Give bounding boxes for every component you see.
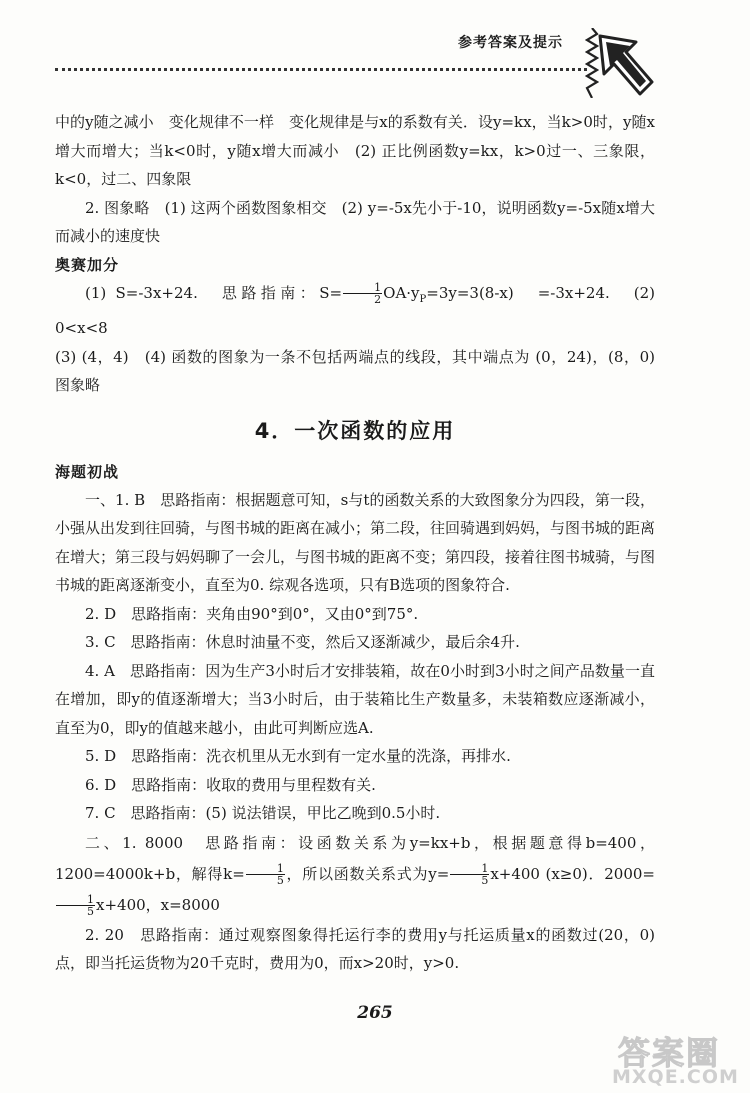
fraction-one-fifth (246, 863, 285, 886)
answer-1-6: 6. D 思路指南：收取的费用与里程数有关. (85, 775, 376, 794)
section-heading-haiti: 海题初战 (55, 462, 120, 481)
fraction-numerator: 1 (246, 863, 285, 875)
chapter-title: 4．一次函数的应用 (254, 418, 456, 443)
answer-1-3: 3. C 思路指南：休息时油量不变，然后又逐渐减少，最后余4升. (85, 633, 520, 651)
page-number: 265 (357, 1003, 393, 1023)
answer-2-1-text-d: x+400，x=8000 (96, 895, 220, 914)
fraction-one-fifth (450, 863, 489, 886)
answer-2-1 (55, 828, 655, 921)
aosai-text-start: (1) S=-3x+24. 思路指南：S= (85, 283, 343, 302)
fraction-denominator: 2 (374, 293, 382, 306)
answer-2-1-text-c: x+400 (x≥0)．2000= (490, 864, 655, 883)
fraction-denominator: 5 (481, 874, 489, 887)
dotted-rule (55, 68, 587, 71)
paragraph-aosai-2: (3) (4，4) (4) 函数的图象为一条不包括两端点的线段，其中端点为 (0，24)，(8，0) 图象略 (55, 347, 671, 394)
paragraph-aosai-1 (55, 279, 655, 343)
page-content (55, 108, 671, 978)
fraction-one-fifth (56, 894, 95, 917)
fraction-numerator: 1 (450, 863, 489, 875)
answer-2-1-text-b: ，所以函数关系式为y= (285, 864, 450, 883)
watermark-logo: 答案圈 (618, 1034, 721, 1072)
fraction-one-half (343, 282, 382, 305)
paragraph-continuation: 中的y随之减小 变化规律不一样 变化规律是与x的系数有关．设y=kx，当k>0时，y随x增大而增大；当k<0时，y随x增大而减小 (2) 正比例函数y=kx，k>0过一、三象限，k<0，过二、四象限 (55, 113, 655, 188)
answer-1-1: 一、1. B 思路指南：根据题意可知，s与t的函数关系的大致图象分为四段，第一段，小强从出发到往回骑，与图书城的距离在减小；第二段，往回骑遇到妈妈，与图书城的距离在增大；第三段与妈妈聊了一会儿，与图书城的距离不变；第四段，接着往图书城骑，与图书城的距离逐渐变小，直至为0. 综观各选项，只有B选项的图象符合. (55, 490, 656, 594)
page-header (0, 0, 750, 110)
aosai-subscript: P (419, 293, 427, 305)
paragraph-graph: 2. 图象略 (1) 这两个函数图象相交 (2) y=-5x先小于-10，说明函数y=-5x随x增大而减小的速度快 (55, 198, 655, 245)
aosai-text-mid: OA·y (383, 283, 420, 302)
answer-2-2: 2. 20 思路指南：通过观察图象得托运行李的费用y与托运质量x的函数过(20，0)点，即当托运货物为20千克时，费用为0，而x>20时，y>0. (55, 925, 655, 972)
section-heading-aosai: 奥赛加分 (55, 255, 120, 274)
answer-2-1-text-a: 二、1. 8000 思路指南：设函数关系为y=kx+b，根据题意得b=400，1200=4000k+b，解得k= (55, 833, 655, 883)
aosai-text-end: =3y=3(8-x) =-3x+24. (2) 0<x<8 (55, 283, 655, 337)
fraction-denominator: 5 (276, 874, 284, 887)
fraction-denominator: 5 (87, 905, 94, 918)
fraction-numerator: 1 (343, 282, 382, 294)
fraction-numerator: 1 (56, 894, 95, 906)
arrow-icon (596, 32, 654, 104)
answer-1-2: 2. D 思路指南：夹角由90°到0°，又由0°到75°. (85, 604, 419, 623)
header-title: 参考答案及提示 (458, 35, 563, 51)
answer-1-7: 7. C 思路指南：(5) 说法错误，甲比乙晚到0.5小时. (85, 804, 441, 822)
watermark-url: MXQE.COM (612, 1066, 739, 1088)
answer-1-4: 4. A 思路指南：因为生产3小时后才安排装箱，故在0小时到3小时之间产品数量一直在增加，即y的值逐渐增大；当3小时后，由于装箱比生产数量多，未装箱数应逐渐减小，直至为0，即y的值越来越小，由此可判断应选A. (55, 661, 655, 737)
answer-1-5: 5. D 思路指南：洗衣机里从无水到有一定水量的洗涤，再排水. (85, 747, 511, 765)
